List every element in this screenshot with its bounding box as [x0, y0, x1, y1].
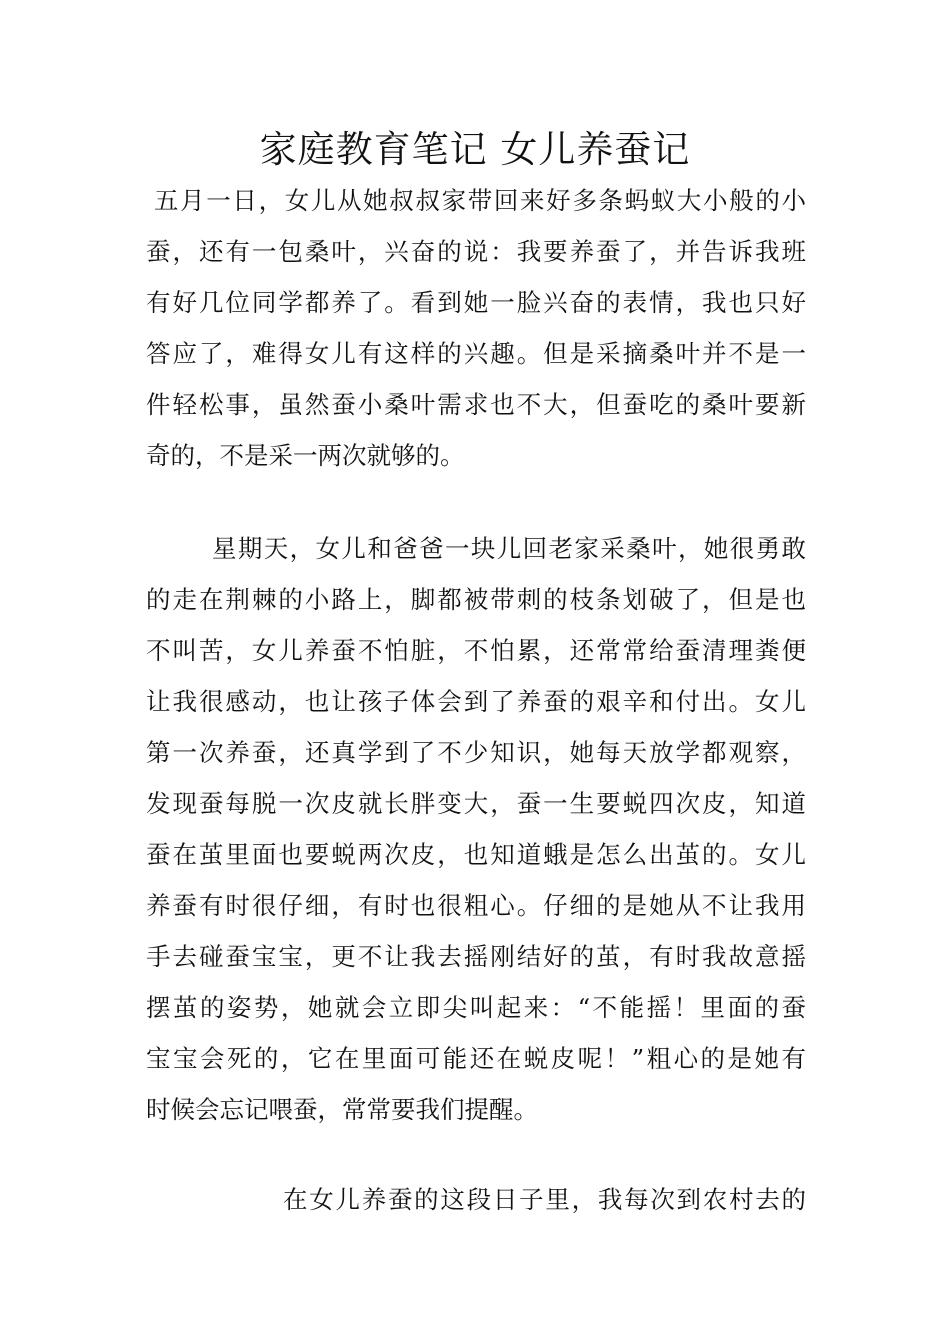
text-line: 在女儿养蚕的这段日子里，我每次到农村去的 [283, 1185, 806, 1214]
paragraph-3 [146, 1174, 806, 1225]
text-line: 摆茧的姿势，她就会立即尖叫起来：“不能摇！里面的蚕 [146, 993, 806, 1022]
paragraph-1 [146, 175, 806, 481]
text-line: 养蚕有时很仔细，有时也很粗心。仔细的是她从不让我用 [146, 891, 806, 920]
text-line: 星期天，女儿和爸爸一块儿回老家采桑叶，她很勇敢 [212, 534, 806, 563]
text-line: 件轻松事，虽然蚕小桑叶需求也不大，但蚕吃的桑叶要新 [146, 390, 806, 419]
text-line: 宝宝会死的，它在里面可能还在蜕皮呢！”粗心的是她有 [146, 1044, 806, 1073]
text-line: 手去碰蚕宝宝，更不让我去摇刚结好的茧，有时我故意摇 [146, 942, 806, 971]
text-line: 答应了，难得女儿有这样的兴趣。但是采摘桑叶并不是一 [146, 339, 806, 368]
text-line: 让我很感动，也让孩子体会到了养蚕的艰辛和付出。女儿 [146, 687, 806, 716]
page-title: 家庭教育笔记 女儿养蚕记 [259, 128, 691, 171]
text-line: 时候会忘记喂蚕，常常要我们提醒。 [146, 1095, 538, 1124]
text-line: 的走在荆棘的小路上，脚都被带刺的枝条划破了，但是也 [146, 585, 806, 614]
text-line: 蚕在茧里面也要蜕两次皮，也知道蛾是怎么出茧的。女儿 [146, 840, 806, 869]
text-line: 五月一日，女儿从她叔叔家带回来好多条蚂蚁大小般的小 [154, 186, 806, 215]
text-line: 奇的，不是采一两次就够的。 [146, 441, 465, 470]
paragraph-2 [146, 523, 806, 1135]
text-line: 不叫苦，女儿养蚕不怕脏，不怕累，还常常给蚕清理粪便 [146, 636, 806, 665]
text-line: 第一次养蚕，还真学到了不少知识，她每天放学都观察， [146, 738, 806, 767]
text-line: 发现蚕每脱一次皮就长胖变大，蚕一生要蜕四次皮，知道 [146, 789, 806, 818]
text-line: 蚕，还有一包桑叶，兴奋的说：我要养蚕了，并告诉我班 [146, 237, 806, 266]
text-line: 有好几位同学都养了。看到她一脸兴奋的表情，我也只好 [146, 288, 806, 317]
